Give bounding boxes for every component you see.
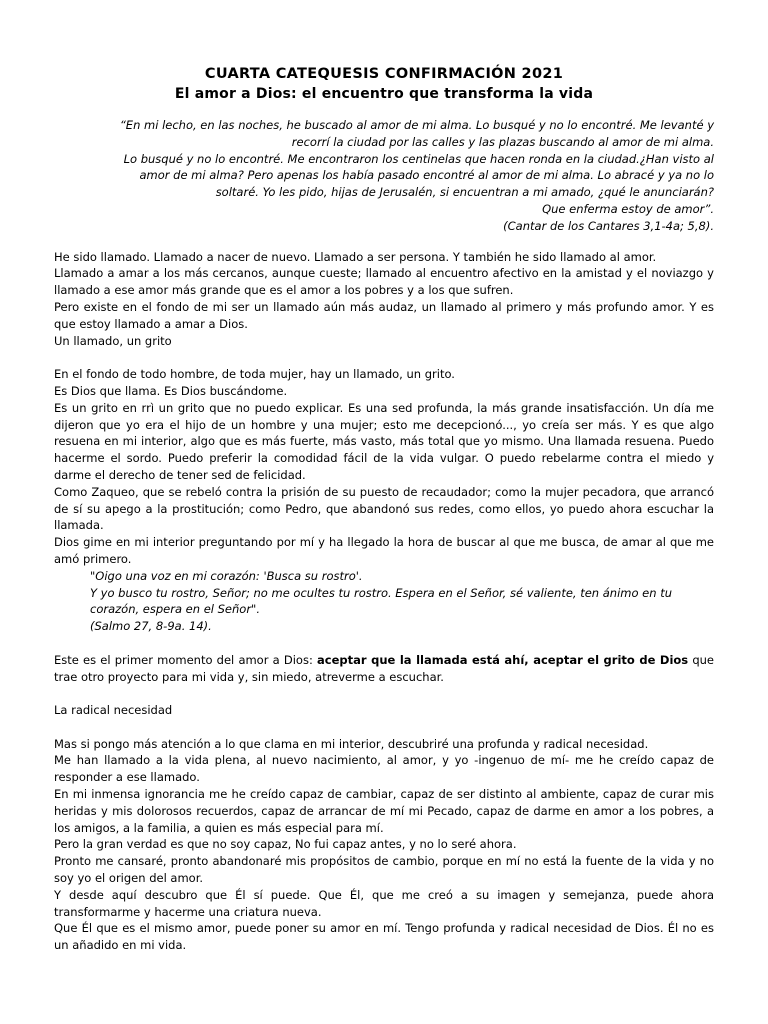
key-paragraph bbox=[54, 652, 714, 686]
psalm-citation: (Salmo 27, 8-9a. 14). bbox=[90, 619, 212, 634]
paragraph: Pero la gran verdad es que no soy capaz, No fui capaz antes, y no lo seré ahora. bbox=[54, 837, 517, 852]
paragraph: Que Él que es el mismo amor, puede poner su amor en mí. Tengo profunda y radical necesidad de Dios. Él no es un añadido en mi vida. bbox=[54, 921, 714, 953]
psalm-line: "Oigo una voz en mi corazón: 'Busca su rostro'. bbox=[90, 568, 363, 583]
paragraph: Llamado a amar a los más cercanos, aunque cueste; llamado al encuentro afectivo en la amistad y el noviazgo y llamado a ese amor más grande que es el amor a los pobres y a los que sufren. bbox=[54, 266, 714, 298]
paragraph: Dios gime en mi interior preguntando por mí y ha llegado la hora de buscar al que me busca, de amar al que me amó primero. bbox=[54, 535, 714, 566]
paragraph: Y desde aquí descubro que Él sí puede. Que Él, que me creó a su imagen y semejanza, puede ahora transformarme y hacerme una criatura nueva. bbox=[54, 887, 714, 919]
paragraph: Es un grito en rrì un grito que no puedo explicar. Es una sed profunda, la más grande insatisfacción. Un día me dijeron que yo era el hijo de un hombre y una mujer; esto me decepcionó..., yo creía ser más. Y es que algo resuena en mi interior, algo que es más fuerte, más vasto, más total que yo mismo. Una llamada resuena. Puedo hacerme el sordo. Puedo preferir la comodidad fácil de la vida vulgar. O puedo rebelarme contra el miedo y darme el derecho de tener sed de felicidad. bbox=[54, 400, 714, 482]
document-body bbox=[54, 249, 714, 954]
paragraph: En mi inmensa ignorancia me he creído capaz de cambiar, capaz de ser distinto al ambiente, capaz de curar mis heridas y mis dolorosos recuerdos, capaz de arrancar de mí mi Pecado, capaz de darme en amor a los pobres, a los amigos, a la familia, a quien es más especial para mí. bbox=[54, 787, 714, 835]
paragraph: En el fondo de todo hombre, de toda mujer, hay un llamado, un grito. bbox=[54, 367, 455, 382]
section-heading-necesidad: La radical necesidad bbox=[54, 703, 173, 718]
epigraph-line: recorrí la ciudad por las calles y las plazas buscando al amor de mi alma. bbox=[291, 134, 714, 149]
epigraph-quote bbox=[54, 117, 714, 235]
paragraph: Pero existe en el fondo de mi ser un llamado aún más audaz, un llamado al primero y más profundo amor. Y es que estoy llamado a amar a Dios. bbox=[54, 299, 714, 331]
epigraph-line: soltaré. Yo les pido, hijas de Jerusalén, si encuentran a mi amado, ¿qué le anunciarán? bbox=[215, 185, 714, 200]
paragraph: Mas si pongo más atención a lo que clama en mi interior, descubriré una profunda y radical necesidad. bbox=[54, 736, 649, 751]
document-title: CUARTA CATEQUESIS CONFIRMACIÓN 2021 bbox=[204, 66, 564, 82]
paragraph: Es Dios que llama. Es Dios buscándome. bbox=[54, 383, 288, 398]
epigraph-citation: (Cantar de los Cantares 3,1-4a; 5,8). bbox=[503, 218, 714, 233]
key-emphasis: aceptar que la llamada está ahí, aceptar el grito de Dios bbox=[317, 652, 689, 667]
psalm-line: Y yo busco tu rostro, Señor; no me ocultes tu rostro. Espera en el Señor, sé valiente, ten ánimo en tu corazón, espera en el Señor". bbox=[90, 585, 672, 617]
epigraph-line: Que enferma estoy de amor”. bbox=[542, 201, 714, 216]
epigraph-line: amor de mi alma? Pero apenas los había pasado encontré al amor de mi alma. Lo abracé y ya no lo bbox=[139, 168, 714, 183]
epigraph-line: “En mi lecho, en las noches, he buscado al amor de mi alma. Lo busqué y no lo encontré. Me levanté y bbox=[119, 118, 714, 132]
document-subtitle: El amor a Dios: el encuentro que transforma la vida bbox=[174, 86, 594, 102]
epigraph-line: Lo busqué y no lo encontré. Me encontraron los centinelas que hacen ronda en la ciudad.¿Han visto al bbox=[123, 151, 714, 166]
paragraph: He sido llamado. Llamado a nacer de nuevo. Llamado a ser persona. Y también he sido llamado al amor. bbox=[54, 249, 657, 264]
key-tail: que trae otro proyecto para mi vida y, sin miedo, atreverme a escuchar. bbox=[54, 652, 714, 684]
paragraph: Me han llamado a la vida plena, al nuevo nacimiento, al amor, y yo -ingenuo de mí- me he creído capaz de responder a ese llamado. bbox=[54, 753, 714, 785]
paragraph: Como Zaqueo, que se rebeló contra la prisión de su puesto de recaudador; como la mujer pecadora, que arrancó de sí su apego a la prostitución; como Pedro, que abandonó sus redes, como ellos, yo puedo ahora escuchar la llamada. bbox=[54, 484, 714, 533]
section-heading-llamado: Un llamado, un grito bbox=[54, 333, 172, 348]
document-page bbox=[54, 64, 714, 954]
key-lead: Este es el primer momento del amor a Dios: bbox=[54, 652, 318, 667]
psalm-quote bbox=[54, 568, 714, 635]
paragraph: Pronto me cansaré, pronto abandonaré mis propósitos de cambio, porque en mí no está la fuente de la vida y no soy yo el origen del amor. bbox=[54, 854, 714, 886]
